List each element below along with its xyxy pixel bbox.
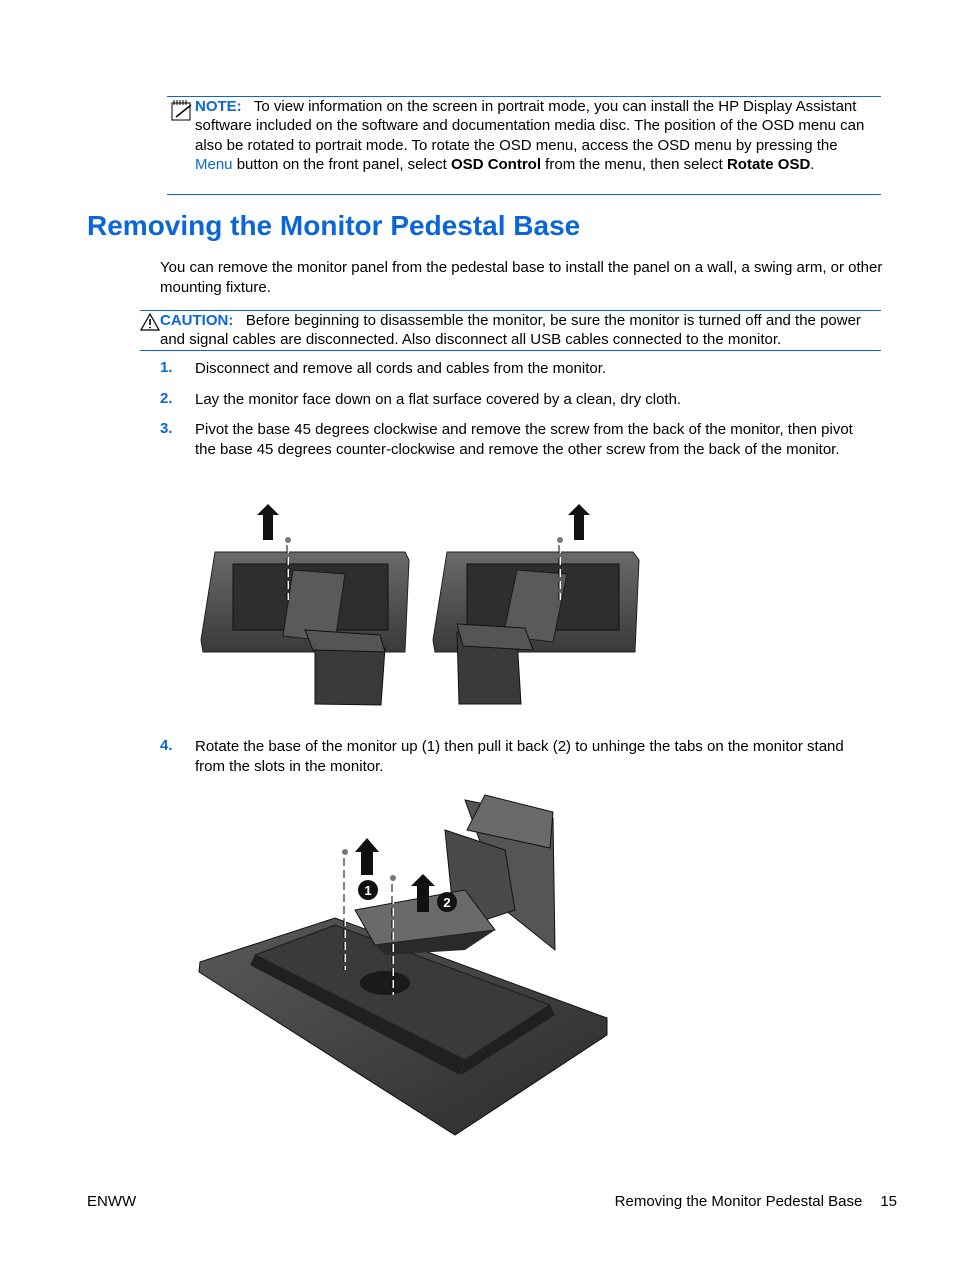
footer-section: Removing the Monitor Pedestal Base <box>614 1193 863 1210</box>
footer-right <box>615 1193 897 1210</box>
step-text: Disconnect and remove all cords and cables from the monitor. <box>195 360 607 377</box>
footer-left: ENWW <box>87 1193 137 1210</box>
callout-1-label: 1 <box>364 883 372 898</box>
warning-icon <box>140 313 160 331</box>
caution-box <box>140 310 881 351</box>
figure-pivot-base <box>195 500 660 710</box>
note-text-part: . <box>810 156 815 174</box>
arrow-up-icon <box>257 504 279 540</box>
screw-icon <box>557 537 563 543</box>
step-number: 3. <box>160 420 173 437</box>
note-icon <box>170 99 194 121</box>
monitor-left <box>201 552 409 705</box>
note-text <box>195 97 879 175</box>
step-text: Pivot the base 45 degrees clockwise and remove the screw from the back of the monitor, then pivot the base 45 degrees counter-clockwise and remove the other screw from the back of the monitor. <box>195 421 853 458</box>
note-text-part: from the menu, then select <box>541 156 727 174</box>
caution-label: CAUTION: <box>160 312 234 329</box>
page-number: 15 <box>880 1193 897 1210</box>
note-text-part: button on the front panel, select <box>232 156 452 174</box>
arrow-up-icon <box>568 504 590 540</box>
note-text-part: To view information on the screen in portrait mode, you can install the HP Display Assistant software included on the software and documentation media disc. The position of the OSD menu can also be rotated to portrait mode. To rotate the OSD menu, access the OSD menu by pressing the <box>195 98 869 154</box>
screw-icon <box>390 875 396 881</box>
intro-paragraph: You can remove the monitor panel from the pedestal base to install the panel on a wall, a swing arm, or other mounting fixture. <box>160 259 883 296</box>
osd-control: OSD Control <box>451 156 542 174</box>
section-heading: Removing the Monitor Pedestal Base <box>87 210 581 241</box>
screw-icon <box>342 849 348 855</box>
caution-text <box>160 311 880 350</box>
monitor-right <box>433 552 639 704</box>
caution-body: Before beginning to disassemble the monitor, be sure the monitor is turned off and the power and signal cables are disconnected. Also disconnect all USB cables connected to the monitor. <box>160 312 866 349</box>
step-number: 2. <box>160 390 173 407</box>
menu-word: Menu <box>195 156 233 174</box>
rotate-osd: Rotate OSD <box>726 156 811 174</box>
monitor-stand <box>355 795 555 955</box>
step-number: 1. <box>160 359 173 376</box>
note-label: NOTE: <box>195 98 242 115</box>
step-number: 4. <box>160 737 173 754</box>
callout-2-label: 2 <box>443 895 451 910</box>
step-text: Lay the monitor face down on a flat surface covered by a clean, dry cloth. <box>195 391 682 408</box>
note-box <box>167 96 881 195</box>
step-text: Rotate the base of the monitor up (1) then pull it back (2) to unhinge the tabs on the monitor stand from the slots in the monitor. <box>195 738 844 775</box>
arrow-up-icon <box>355 838 379 875</box>
screw-icon <box>285 537 291 543</box>
figure-unhinge-base <box>195 790 615 1140</box>
